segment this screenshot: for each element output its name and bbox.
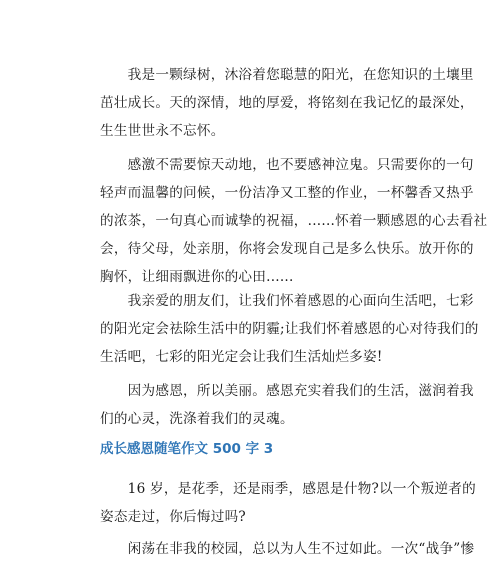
paragraph-green-tree: [100, 61, 474, 145]
text-line: 因为感恩，所以美丽。感恩充实着我们的生活，滋润着我: [100, 383, 474, 399]
paragraph-campus: [100, 535, 475, 563]
paragraph-dear-friends: [100, 287, 479, 371]
text-line: 轻声而温馨的问候，一份洁净又工整的作业，一杯馨香又热乎: [100, 185, 474, 201]
text-line: 的阳光定会祛除生活中的阴霾;让我们怀着感恩的心对待我们的: [100, 321, 479, 337]
text-line: 茁壮成长。天的深情，地的厚爱，将铭刻在我记忆的最深处，: [100, 95, 474, 111]
text-line: 闲荡在非我的校园，总以为人生不过如此。一次“战争”惨: [100, 541, 475, 557]
text-line: 胸怀，让细雨飘进你的心田......: [100, 269, 294, 285]
text-line: 的浓茶，一句真心而诚挚的祝福，......怀着一颗感恩的心去看社: [100, 213, 488, 229]
paragraph-sixteen: [100, 475, 476, 531]
text-line: 感激不需要惊天动地，也不要感神泣鬼。只需要你的一句: [100, 157, 474, 173]
paragraph-beautiful: [100, 377, 474, 433]
text-line: 会，待父母，处亲朋，你将会发现自己是多么快乐。放开你的: [100, 241, 474, 257]
text-line: 姿态走过，你后悔过吗?: [100, 509, 246, 525]
text-line: 生生世世永不忘怀。: [100, 123, 225, 139]
text-line: 我亲爱的朋友们，让我们怀着感恩的心面向生活吧，七彩: [100, 293, 474, 309]
text-line: 16 岁，是花季，还是雨季，感恩是什物?以一个叛逆者的: [100, 481, 476, 497]
paragraph-gratitude: [100, 151, 488, 291]
section-heading: 成长感恩随笔作文 500 字 3: [100, 441, 274, 457]
text-line: 们的心灵，洗涤着我们的灵魂。: [100, 411, 294, 427]
text-line: 生活吧，七彩的阳光定会让我们生活灿烂多姿!: [100, 349, 383, 365]
text-line: 我是一颗绿树，沐浴着您聪慧的阳光，在您知识的土壤里: [100, 67, 474, 83]
